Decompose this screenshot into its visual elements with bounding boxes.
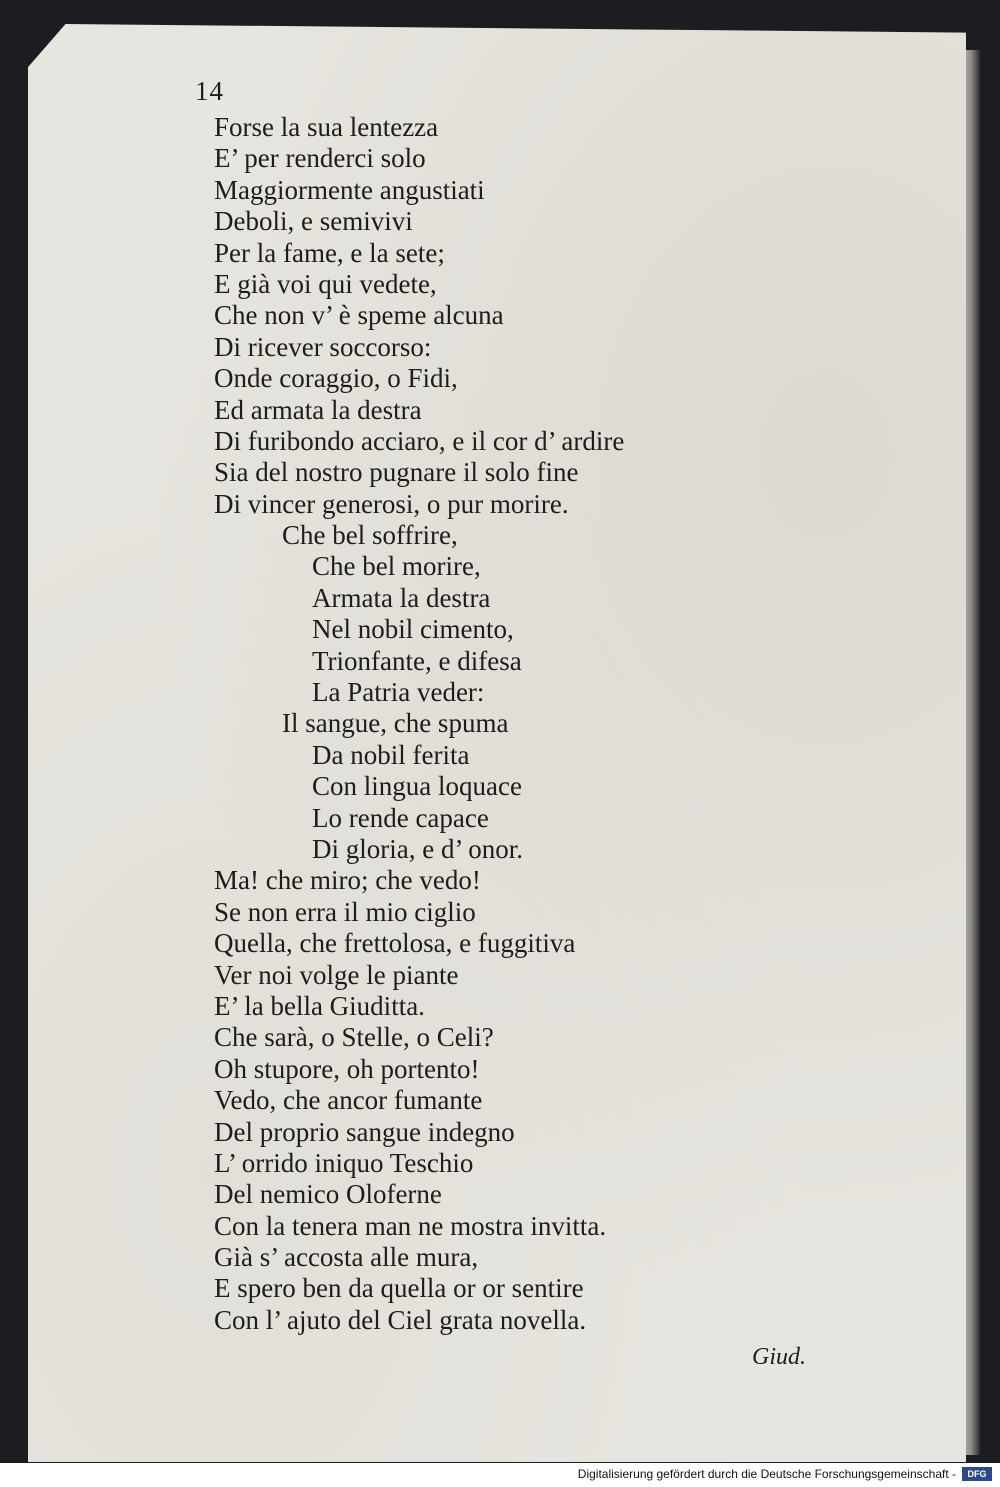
poem-line: Nel nobil cimento, — [312, 614, 514, 645]
poem-line: Di gloria, e d’ onor. — [312, 833, 523, 864]
poem-line: E spero ben da quella or or sentire — [214, 1273, 584, 1304]
poem-line: Ver noi volge le piante — [214, 959, 459, 990]
poem-line: Con l’ ajuto del Ciel grata novella. — [214, 1304, 587, 1335]
poem-line: Se non erra il mio ciglio — [214, 896, 476, 927]
poem-line: Che bel soffrire, — [282, 520, 458, 551]
poem-line: Forse la sua lentezza — [214, 112, 439, 142]
catchword: Giud. — [752, 1344, 806, 1370]
poem-line: E’ la bella Giuditta. — [214, 990, 425, 1021]
poem-line: Di ricever soccorso: — [214, 331, 432, 362]
poem-text — [214, 112, 774, 1336]
poem-line: Da nobil ferita — [312, 739, 470, 770]
poem-line: Che bel morire, — [312, 551, 481, 582]
poem-line: Del proprio sangue indegno — [214, 1116, 515, 1147]
poem-line: Che sarà, o Stelle, o Celi? — [214, 1022, 494, 1053]
poem-line: Il sangue, che spuma — [282, 708, 509, 739]
poem-line: E già voi qui vedete, — [214, 268, 437, 299]
poem-line: Armata la destra — [312, 582, 491, 613]
poem-line: Ed armata la destra — [214, 394, 422, 425]
dfg-logo-icon[interactable]: DFG — [962, 1467, 992, 1481]
digitization-footer — [0, 1463, 1000, 1487]
poem-line: Maggiormente angustiati — [214, 174, 485, 205]
poem-line: Con la tenera man ne mostra invitta. — [214, 1210, 607, 1241]
footer-credit: Digitalisierung gefördert durch die Deutsche Forschungsgemeinschaft - — [577, 1467, 956, 1481]
poem-line: L’ orrido iniquo Teschio — [214, 1147, 474, 1178]
page-number: 14 — [195, 76, 224, 106]
poem-line: Per la fame, e la sete; — [214, 237, 445, 268]
poem-line: Trionfante, e difesa — [312, 645, 522, 676]
poem-line: Di vincer generosi, o pur morire. — [214, 488, 569, 519]
poem-line: E’ per renderci solo — [214, 143, 426, 174]
poem-line: Ma! che miro; che vedo! — [214, 865, 481, 896]
poem-line: Vedo, che ancor fumante — [214, 1085, 483, 1116]
poem-line: Deboli, e semivivi — [214, 206, 413, 237]
poem-line: Del nemico Oloferne — [214, 1179, 442, 1210]
poem-line: Quella, che frettolosa, e fuggitiva — [214, 928, 576, 959]
poem-line: Sia del nostro pugnare il solo fine — [214, 457, 579, 488]
poem-line: Oh stupore, oh portento! — [214, 1053, 480, 1084]
poem-line: Già s’ accosta alle mura, — [214, 1242, 479, 1273]
poem-line: Che non v’ è speme alcuna — [214, 300, 504, 331]
poem-line: La Patria veder: — [312, 677, 485, 708]
poem-line: Di furibondo acciaro, e il cor d’ ardire — [214, 425, 625, 456]
poem-line: Onde coraggio, o Fidi, — [214, 363, 458, 394]
poem-line: Lo rende capace — [312, 802, 489, 833]
poem-line: Con lingua loquace — [312, 771, 522, 802]
